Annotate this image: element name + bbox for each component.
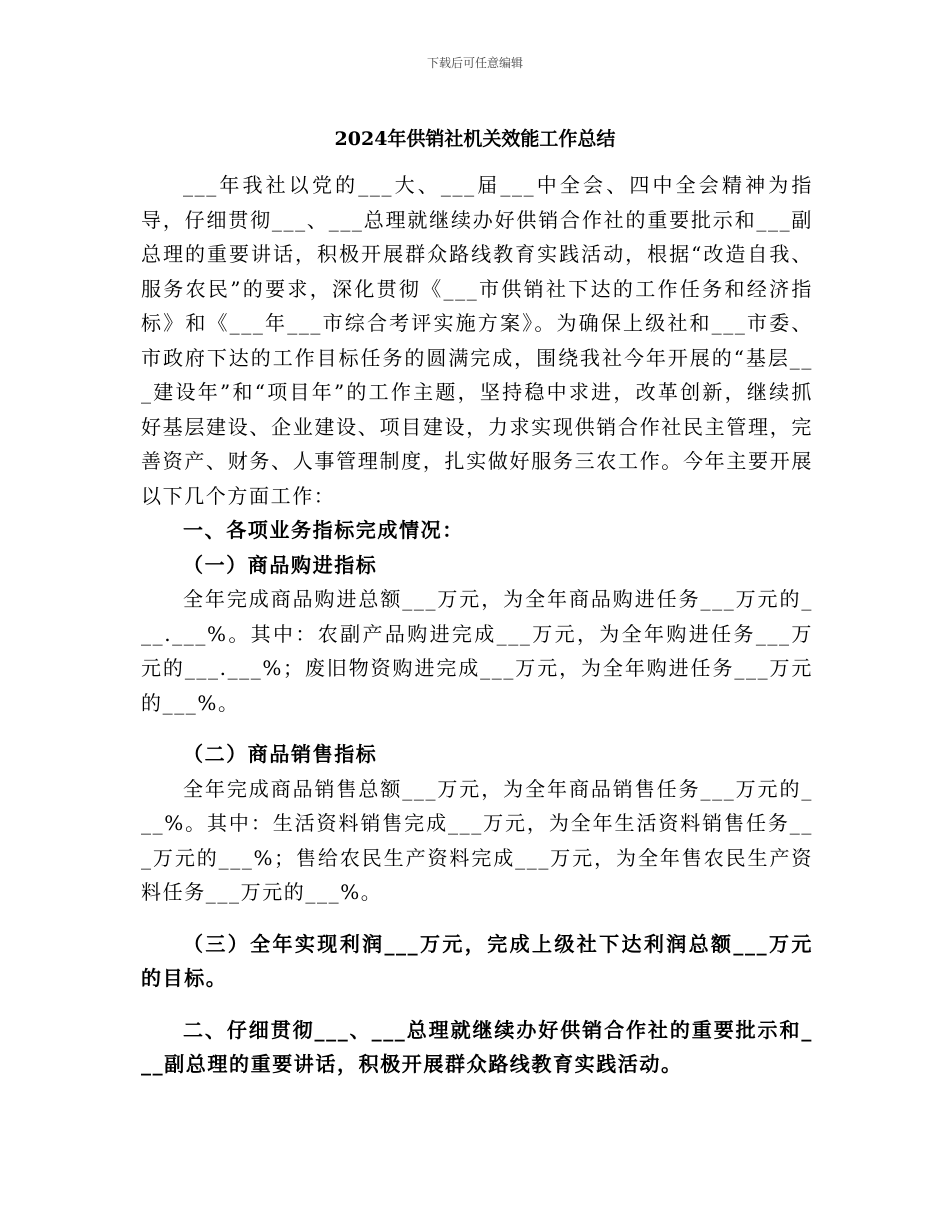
intro-paragraph: ___年我社以党的___大、___届___中全会、四中全会精神为指导，仔细贯彻___、___总理就继续办好供销合作社的重要批示和___副总理的重要讲话，积极开展群众路线教育实践活动，根据“改造自我、服务农民”的要求，深化贯彻《___市供销社下达的工作任务和经济指标》和《___年___市综合考评实施方案》。为确保上级社和___市委、市政府下达的工作目标任务的圆满完成，围绕我社今年开展的“基层___建设年”和“项目年”的工作主题，坚持稳中求进，改革创新，继续抓好基层建设、企业建设、项目建设，力求实现供销合作社民主管理，完善资产、财务、人事管理制度，扎实做好服务三农工作。今年主要开展以下几个方面工作： xyxy=(141,173,813,508)
section-heading-2: 二、仔细贯彻___、___总理就继续办好供销合作社的重要批示和___副总理的重要讲话，积极开展群众路线教育实践活动。 xyxy=(141,1017,813,1076)
document-title: 2024年供销社机关效能工作总结 xyxy=(334,128,616,150)
subsection-heading-purchase: （一）商品购进指标 xyxy=(183,552,378,577)
subsection-heading-sales: （二）商品销售指标 xyxy=(183,742,378,766)
document-body xyxy=(141,168,813,1082)
section-heading-1: 一、各项业务指标完成情况： xyxy=(183,518,464,542)
spacer xyxy=(141,720,813,737)
profit-paragraph: （三）全年实现利润___万元，完成上级社下达利润总额___万元的目标。 xyxy=(141,931,813,990)
header-note: 下载后可任意编辑 xyxy=(426,56,523,70)
sales-paragraph: 全年完成商品销售总额___万元，为全年商品销售任务___万元的___%。其中：生活资料销售完成___万元，为全年生活资料销售任务___万元的___%；售给农民生产资料完成___万元，为全年售农民生产资料任务___万元的___%。 xyxy=(141,776,813,904)
spacer xyxy=(141,996,813,1013)
spacer xyxy=(141,910,813,927)
purchase-paragraph: 全年完成商品购进总额___万元，为全年商品购进任务___万元的___.___%。其中：农副产品购进完成___万元，为全年购进任务___万元的___.___%；废旧物资购进完成___万元，为全年购进任务___万元的___%。 xyxy=(141,587,813,715)
